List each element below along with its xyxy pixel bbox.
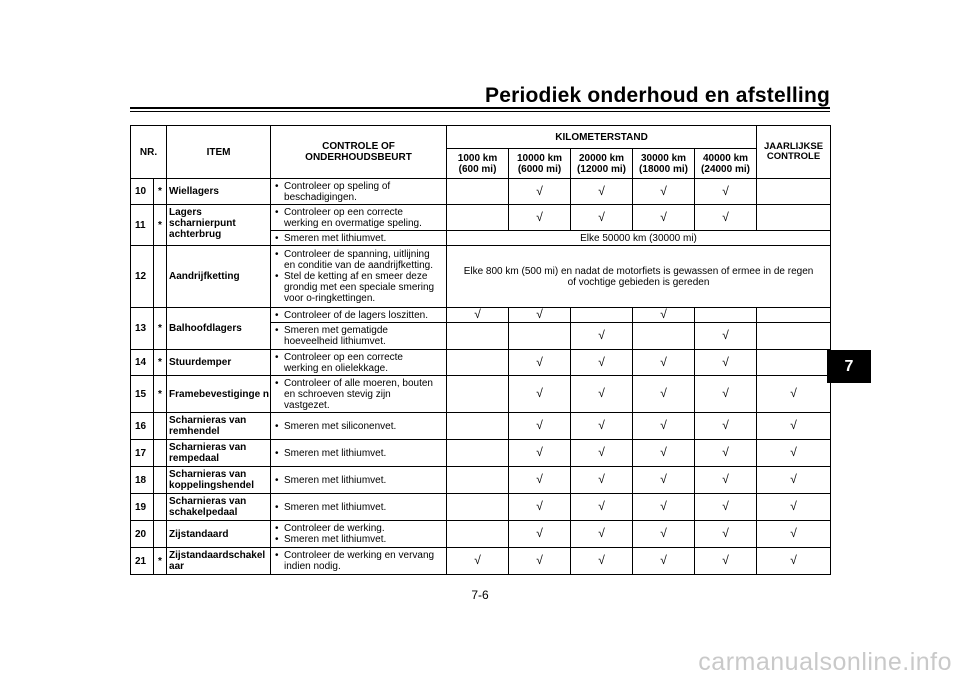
table-row: 12 Aandrijfketting • Controleer de spanning, uitlijning en conditie van de aandrijfketting. • Stel de ketting af en smeer deze grondig met een speciale smering voor o-ringkettingen. Elke 800 km (500 mi) en nadat de motorfiets is gewassen of ermee in de regen of vochtige gebieden is gereden [131,246,831,308]
header-row-1 [131,126,831,149]
header-check: CONTROLE OF ONDERHOUDSBEURT [271,126,447,179]
table-row: 13 * Balhoofdlagers • Controleer of de lagers loszitten. √ √ √ [131,308,831,323]
header-interval-4: 30000 km (18000 mi) [633,149,695,179]
table-row: 17 Scharnieras van rempedaal • Smeren met lithiumvet. √ √ √ √ √ [131,440,831,467]
title-rule-thick [130,107,830,109]
table-row: 11 * Lagers scharnierpunt achterbrug • Controleer op een correcte werking en overmatige speling. √ √ √ √ [131,205,831,231]
header-interval-3: 20000 km (12000 mi) [571,149,633,179]
header-interval-5: 40000 km (24000 mi) [695,149,757,179]
watermark: carmanualsonline.info [698,648,952,676]
table-row: 15 * Framebevestiginge n • Controleer of alle moeren, bouten en schroeven stevig zijn vastgezet. √ √ √ √ √ [131,376,831,413]
header-interval-2: 10000 km (6000 mi) [509,149,571,179]
table-row: 14 * Stuurdemper • Controleer op een correcte werking en olielekkage. √ √ √ √ [131,350,831,376]
header-nr: NR. [131,126,167,179]
table-row: • Smeren met lithiumvet. Elke 50000 km (30000 mi) [131,231,831,246]
maintenance-table [130,125,831,575]
header-odometer: KILOMETERSTAND [447,126,757,149]
page-title: Periodiek onderhoud en afstelling [485,84,830,107]
table-row: • Smeren met gematigde hoeveelheid lithiumvet. √ √ [131,323,831,350]
header-interval-1: 1000 km (600 mi) [447,149,509,179]
table-row: 19 Scharnieras van schakelpedaal • Smeren met lithiumvet. √ √ √ √ √ [131,494,831,521]
title-rule-thin [130,111,830,112]
table-row: 10 * Wiellagers • Controleer op speling of beschadigingen. √ √ √ √ [131,179,831,205]
header-annual: JAARLIJKSE CONTROLE [757,126,831,179]
table-row: 18 Scharnieras van koppelingshendel • Smeren met lithiumvet. √ √ √ √ √ [131,467,831,494]
table-row: 20 Zijstandaard • Controleer de werking. • Smeren met lithiumvet. √ √ √ √ √ [131,521,831,548]
table-row: 21 * Zijstandaardschakel aar • Controleer de werking en vervang indien nodig. √ √ √ √ √ √ [131,548,831,575]
table-row: 16 Scharnieras van remhendel • Smeren met siliconenvet. √ √ √ √ √ [131,413,831,440]
chapter-tab: 7 [827,350,871,383]
page-number: 7-6 [471,588,489,602]
header-item: ITEM [167,126,271,179]
